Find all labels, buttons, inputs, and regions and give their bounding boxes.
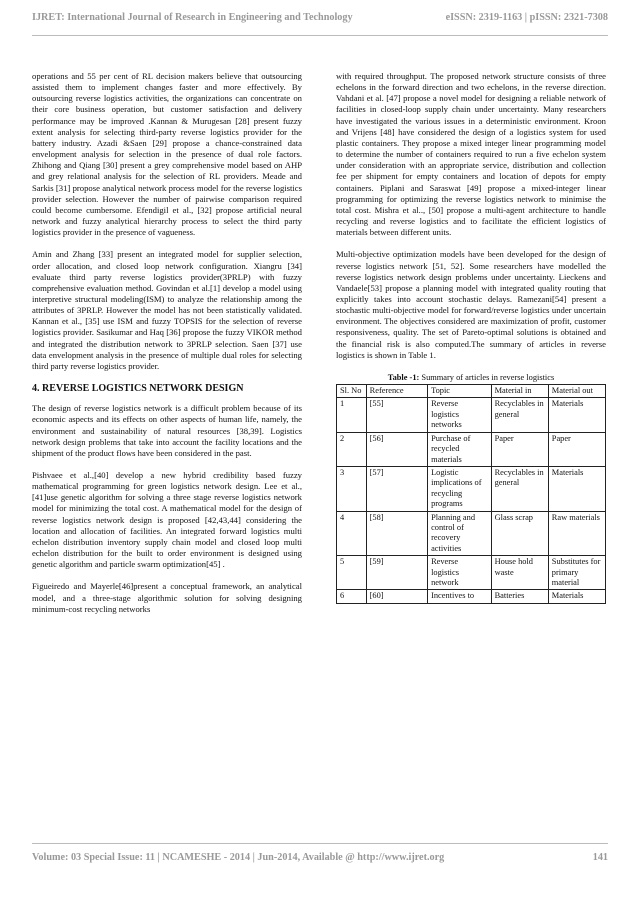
table-cell: Reverse logistics networks bbox=[428, 398, 492, 432]
body-paragraph: with required throughput. The proposed network structure consists of three echelons in the forward direction and two echelons, in the reverse direction. Vahdani et al. [47] propose a novel model for designing a reliable network of facilities in closed-loop supply chain under uncertainty. Many researchers have investigated the various issues in a deterministic environment. Kroon and Vrijens [48] have considered the design of a logistics system for used plastic containers. They propose a mixed integer linear programming model to determine the number of containers required to run a five echelon system under consideration with an appropriate service, distribution and collection fee per shipment for empty containers and location of depots for empty containers. Piplani and Saraswat [49] propose a mixed-integer linear programming for optimizing the reverse logistics network to minimise the total cost. Mishra et al.., [50] propose a multi-agent architecture to handle recycling and reverse logistics and to facilitate the efficient logistics of materials between different units. bbox=[336, 71, 606, 238]
table-cell: Glass scrap bbox=[491, 511, 548, 556]
table-caption bbox=[336, 372, 606, 383]
table-cell: [59] bbox=[366, 556, 427, 590]
table-row bbox=[337, 590, 606, 603]
table-caption-label: Table -1: bbox=[387, 372, 420, 382]
table-cell: Materials bbox=[548, 466, 605, 511]
header-divider bbox=[32, 35, 608, 36]
table-header-cell: Material out bbox=[548, 385, 605, 398]
section-heading: 4. REVERSE LOGISTICS NETWORK DESIGN bbox=[32, 383, 244, 395]
table-cell: [60] bbox=[366, 590, 427, 603]
table-cell: Paper bbox=[548, 432, 605, 466]
table-cell: Planning and control of recovery activities bbox=[428, 511, 492, 556]
table-cell: [57] bbox=[366, 466, 427, 511]
table-cell: [55] bbox=[366, 398, 427, 432]
summary-table bbox=[336, 384, 606, 604]
table-cell: Logistic implications of recycling programs bbox=[428, 466, 492, 511]
table-header-row bbox=[337, 385, 606, 398]
body-paragraph: Pishvaee et al.,[40] develop a new hybrid credibility based fuzzy mathematical programming for green logistics network design. Lee et al.,[41]use genetic algorithm for solving a three stage reverse logistics network model for minimizing the total cost. A mathematical model for the design of reverse logistics network design is proposed [42,43,44] considering the location and allocation of facilities. An integrated forward logistics multi echelon distribution inventory supply chain model and closed loop multi echelon distribution for the built to order environment is designed using genetic algorithm and particle swarm optimization[45] . bbox=[32, 470, 302, 570]
journal-title: IJRET: International Journal of Research in Engineering and Technology bbox=[32, 12, 353, 23]
table-header-cell: Topic bbox=[428, 385, 492, 398]
page-footer bbox=[32, 852, 608, 863]
body-paragraph: operations and 55 per cent of RL decision makers believe that outsourcing assisted them to implement changes faster and more effectively. By outsourcing reverse logistics activities, the organizations can concentrate on their core business operation, but customer satisfaction and delivery performance may be improved .Kannan & Murugesan [28] present fuzzy extent analysis for selecting third-party reverse logistics provider for the battery industry. Azadi &Saen [29] propose a chance-constrained data envelopment analysis for selection in the presence of dual role factors. Zhihong and Qiang [30] present a grey comprehensive model based on AHP and grey relational analysis for the selection of RL providers. Meade and Sarkis [31] propose analytical network process model for the reverse logistics provider selection. However the number of pairwise comparison required could become cumbersome. Efendigil et al., [32] propose artificial neural network and fuzzy analytical hierarchy process to select the third party logistics provider in the presence of vagueness. bbox=[32, 71, 302, 238]
table-cell: [56] bbox=[366, 432, 427, 466]
table-row bbox=[337, 432, 606, 466]
table-caption-text: Summary of articles in reverse logistics bbox=[419, 372, 555, 382]
table-row bbox=[337, 466, 606, 511]
table-cell: Materials bbox=[548, 590, 605, 603]
page-header bbox=[32, 12, 608, 30]
table-cell: Reverse logistics network bbox=[428, 556, 492, 590]
table-cell: House hold waste bbox=[491, 556, 548, 590]
body-paragraph: The design of reverse logistics network is a difficult problem because of its economic aspects and its effects on other aspects of human life, namely, the environment and sustainability of natural resources [38,39]. Logistics network design problems that take into account the facility locations and the shipment of the product flows have been considered in the past. bbox=[32, 403, 302, 458]
table-cell: 1 bbox=[337, 398, 367, 432]
page-number: 141 bbox=[592, 852, 608, 863]
left-column bbox=[32, 71, 302, 626]
table-row bbox=[337, 556, 606, 590]
table-cell: Materials bbox=[548, 398, 605, 432]
footer-text: Volume: 03 Special Issue: 11 | NCAMESHE - 2014 | Jun-2014, Available @ http://www.ijret.org bbox=[32, 852, 445, 863]
body-paragraph: Multi-objective optimization models have been developed for the design of reverse logistics network [51, 52]. Some researchers have modelled the reverse logistics network design problems under uncertainty. Lieckens and Vandaele[53] propose a planning model with integrated quality routing that explicitly takes into account stochastic delays. Ramezani[54] present a stochastic multi-objective model for forward/reverse logistics under uncertain environment. The objectives considered are maximization of profit, customer responsiveness, quality. The set of Pareto-optimal solutions is obtained and the financial risk is also computed.The summary of articles in reverse logistics is shown in Table 1. bbox=[336, 249, 606, 360]
table-cell: 3 bbox=[337, 466, 367, 511]
table-cell: [58] bbox=[366, 511, 427, 556]
table-cell: Raw materials bbox=[548, 511, 605, 556]
table-row bbox=[337, 398, 606, 432]
table-cell: Recyclables in general bbox=[491, 398, 548, 432]
body-paragraph: Figueiredo and Mayerle[46]present a conceptual framework, an analytical model, and a three-stage algorithmic solution for solving designing minimum-cost recycling networks bbox=[32, 581, 302, 614]
table-cell: Incentives to bbox=[428, 590, 492, 603]
table-cell: 5 bbox=[337, 556, 367, 590]
table-cell: 6 bbox=[337, 590, 367, 603]
footer-divider bbox=[32, 843, 608, 844]
table-cell: Batteries bbox=[491, 590, 548, 603]
table-cell: Substitutes for primary material bbox=[548, 556, 605, 590]
table-cell: 4 bbox=[337, 511, 367, 556]
table-row bbox=[337, 511, 606, 556]
table-cell: 2 bbox=[337, 432, 367, 466]
table-header-cell: Material in bbox=[491, 385, 548, 398]
issn-info: eISSN: 2319-1163 | pISSN: 2321-7308 bbox=[445, 12, 608, 23]
table-cell: Purchase of recycled materials bbox=[428, 432, 492, 466]
table-cell: Recyclables in general bbox=[491, 466, 548, 511]
table-cell: Paper bbox=[491, 432, 548, 466]
table-header-cell: Sl. No bbox=[337, 385, 367, 398]
table-header-cell: Reference bbox=[366, 385, 427, 398]
body-paragraph: Amin and Zhang [33] present an integrated model for supplier selection, order allocation, and closed loop network configuration. Xiangru [34] evaluate third party reverse logistics provider(3PRLP) with fuzzy comprehensive evaluation method. Govindan et al.[1] develop a model using interpretive structural modeling(ISM) to analyze the relationship among the attributes of 3PRLP. However the model has not been statistically validated. Kannan et al., [35] use ISM and fuzzy TOPSIS for the selection of reverse logistics provider. Sasikumar and Haq [36] propose the fuzzy VIKOR method and integrated the distribution network to 3PRLP selection. Saen [37] use data envelopment analysis in the presence of multiple dual roles for selecting third party reverse logistics provider. bbox=[32, 249, 302, 371]
right-column bbox=[336, 71, 606, 604]
